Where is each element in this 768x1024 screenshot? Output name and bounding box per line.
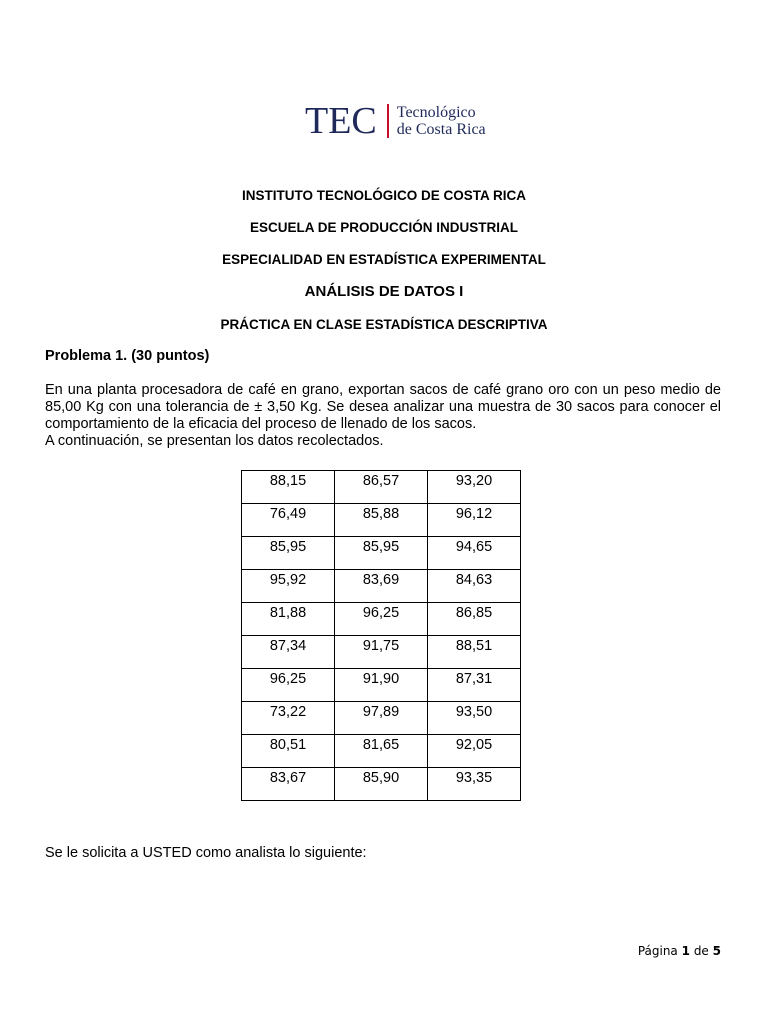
table-row bbox=[242, 702, 521, 735]
table-cell: 85,88 bbox=[335, 504, 428, 537]
table-row bbox=[242, 504, 521, 537]
data-table bbox=[241, 470, 521, 801]
page-number: 1 bbox=[681, 944, 690, 958]
logo-name bbox=[397, 104, 486, 138]
table-row bbox=[242, 603, 521, 636]
request-text: Se le solicita a USTED como analista lo siguiente: bbox=[45, 845, 367, 861]
table-cell: 81,88 bbox=[242, 603, 335, 636]
table-cell: 81,65 bbox=[335, 735, 428, 768]
page-footer bbox=[638, 944, 721, 958]
logo-name-line2: de Costa Rica bbox=[396, 121, 486, 138]
table-row bbox=[242, 636, 521, 669]
table-row bbox=[242, 471, 521, 504]
of-label: de bbox=[693, 944, 709, 958]
total-pages: 5 bbox=[712, 944, 721, 958]
table-cell: 91,90 bbox=[335, 669, 428, 702]
heading-course: ANÁLISIS DE DATOS I bbox=[304, 283, 464, 300]
table-cell: 73,22 bbox=[242, 702, 335, 735]
table-cell: 83,69 bbox=[335, 570, 428, 603]
heading-institution: INSTITUTO TECNOLÓGICO DE COSTA RICA bbox=[241, 188, 526, 203]
table-cell: 96,25 bbox=[335, 603, 428, 636]
table-cell: 97,89 bbox=[335, 702, 428, 735]
table-cell: 76,49 bbox=[242, 504, 335, 537]
table-cell: 85,95 bbox=[335, 537, 428, 570]
logo-mark: TEC bbox=[305, 100, 377, 142]
table-cell: 94,65 bbox=[428, 537, 521, 570]
table-cell: 93,35 bbox=[428, 768, 521, 801]
table-cell: 88,15 bbox=[242, 471, 335, 504]
heading-school: ESCUELA DE PRODUCCIÓN INDUSTRIAL bbox=[249, 220, 518, 235]
table-cell: 87,34 bbox=[242, 636, 335, 669]
table-cell: 86,85 bbox=[428, 603, 521, 636]
table-row bbox=[242, 537, 521, 570]
heading-practice: PRÁCTICA EN CLASE ESTADÍSTICA DESCRIPTIVA bbox=[220, 317, 548, 332]
table-cell: 93,20 bbox=[428, 471, 521, 504]
page-label: Página bbox=[637, 944, 678, 958]
table-row bbox=[242, 570, 521, 603]
tec-logo bbox=[305, 100, 486, 142]
table-cell: 96,12 bbox=[428, 504, 521, 537]
table-cell: 88,51 bbox=[428, 636, 521, 669]
table-cell: 86,57 bbox=[335, 471, 428, 504]
table-cell: 85,90 bbox=[335, 768, 428, 801]
logo-name-line1: Tecnológico bbox=[396, 104, 476, 121]
table-cell: 95,92 bbox=[242, 570, 335, 603]
table-cell: 92,05 bbox=[428, 735, 521, 768]
table-cell: 84,63 bbox=[428, 570, 521, 603]
table-cell: 80,51 bbox=[242, 735, 335, 768]
table-row bbox=[242, 669, 521, 702]
table-cell: 93,50 bbox=[428, 702, 521, 735]
problem-text-intro-data: A continuación, se presentan los datos recolectados. bbox=[45, 433, 384, 449]
logo-divider bbox=[387, 104, 389, 138]
table-row bbox=[242, 735, 521, 768]
table-cell: 85,95 bbox=[242, 537, 335, 570]
table-row bbox=[242, 768, 521, 801]
heading-specialty: ESPECIALIDAD EN ESTADÍSTICA EXPERIMENTAL bbox=[222, 252, 546, 267]
problem-title: Problema 1. (30 puntos) bbox=[45, 348, 210, 364]
table-cell: 96,25 bbox=[242, 669, 335, 702]
problem-statement bbox=[45, 382, 721, 450]
table-cell: 87,31 bbox=[428, 669, 521, 702]
problem-text: En una planta procesadora de café en grano, exportan sacos de café grano oro con un peso medio de 85,00 Kg con una tolerancia de ± 3,50 Kg. Se desea analizar una muestra de 30 sacos para conocer el comportamiento de la eficacia del proceso de llenado de los sacos. bbox=[45, 382, 721, 432]
table-cell: 83,67 bbox=[242, 768, 335, 801]
table-cell: 91,75 bbox=[335, 636, 428, 669]
